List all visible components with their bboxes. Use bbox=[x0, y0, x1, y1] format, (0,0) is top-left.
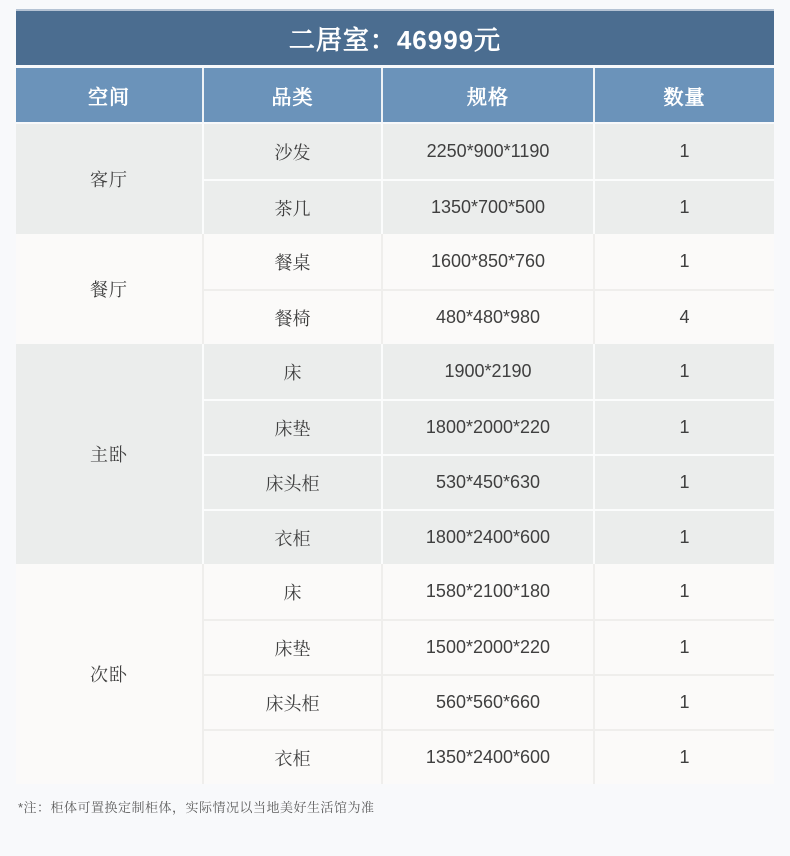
qty-cell: 1 bbox=[593, 124, 774, 179]
table-title: 二居室：46999元 bbox=[288, 24, 502, 55]
qty-cell: 1 bbox=[593, 619, 774, 674]
spec-cell: 2250*900*1190 bbox=[381, 124, 593, 179]
table-title-bar bbox=[16, 9, 774, 65]
spec-cell: 1600*850*760 bbox=[381, 234, 593, 289]
spec-cell: 1350*700*500 bbox=[381, 179, 593, 234]
section-次卧 bbox=[16, 564, 774, 784]
qty-cell: 1 bbox=[593, 454, 774, 509]
space-cell: 主卧 bbox=[90, 445, 128, 465]
column-header-space: 空间 bbox=[88, 86, 130, 109]
spec-cell: 1800*2000*220 bbox=[381, 399, 593, 454]
category-cell: 床 bbox=[202, 564, 381, 619]
category-cell: 床垫 bbox=[202, 619, 381, 674]
category-cell: 床 bbox=[202, 344, 381, 399]
spec-cell: 1900*2190 bbox=[381, 344, 593, 399]
column-header-qty: 数量 bbox=[593, 68, 774, 122]
qty-cell: 1 bbox=[593, 674, 774, 729]
section-客厅 bbox=[16, 124, 774, 234]
section-主卧 bbox=[16, 344, 774, 564]
qty-cell: 1 bbox=[593, 344, 774, 399]
category-cell: 床垫 bbox=[202, 399, 381, 454]
category-cell: 餐椅 bbox=[202, 289, 381, 344]
category-cell: 沙发 bbox=[202, 124, 381, 179]
category-cell: 餐桌 bbox=[202, 234, 381, 289]
column-header-spec: 规格 bbox=[381, 68, 593, 122]
column-header-category: 品类 bbox=[202, 68, 381, 122]
category-cell: 衣柜 bbox=[202, 509, 381, 564]
spec-cell: 560*560*660 bbox=[381, 674, 593, 729]
spec-cell: 1800*2400*600 bbox=[381, 509, 593, 564]
space-cell: 次卧 bbox=[90, 665, 128, 685]
qty-cell: 4 bbox=[593, 289, 774, 344]
qty-cell: 1 bbox=[593, 179, 774, 234]
space-cell: 餐厅 bbox=[90, 280, 128, 300]
spec-cell: 1580*2100*180 bbox=[381, 564, 593, 619]
spec-cell: 1350*2400*600 bbox=[381, 729, 593, 784]
qty-cell: 1 bbox=[593, 399, 774, 454]
footnote: *注：柜体可置换定制柜体，实际情况以当地美好生活馆为准 bbox=[18, 800, 375, 815]
qty-cell: 1 bbox=[593, 509, 774, 564]
price-table bbox=[16, 9, 774, 784]
category-cell: 茶几 bbox=[202, 179, 381, 234]
qty-cell: 1 bbox=[593, 234, 774, 289]
spec-cell: 1500*2000*220 bbox=[381, 619, 593, 674]
table-body bbox=[16, 124, 774, 784]
section-餐厅 bbox=[16, 234, 774, 344]
spec-cell: 480*480*980 bbox=[381, 289, 593, 344]
qty-cell: 1 bbox=[593, 564, 774, 619]
space-cell: 客厅 bbox=[90, 170, 128, 190]
qty-cell: 1 bbox=[593, 729, 774, 784]
category-cell: 衣柜 bbox=[202, 729, 381, 784]
category-cell: 床头柜 bbox=[202, 674, 381, 729]
spec-cell: 530*450*630 bbox=[381, 454, 593, 509]
category-cell: 床头柜 bbox=[202, 454, 381, 509]
table-header-row bbox=[16, 68, 774, 122]
